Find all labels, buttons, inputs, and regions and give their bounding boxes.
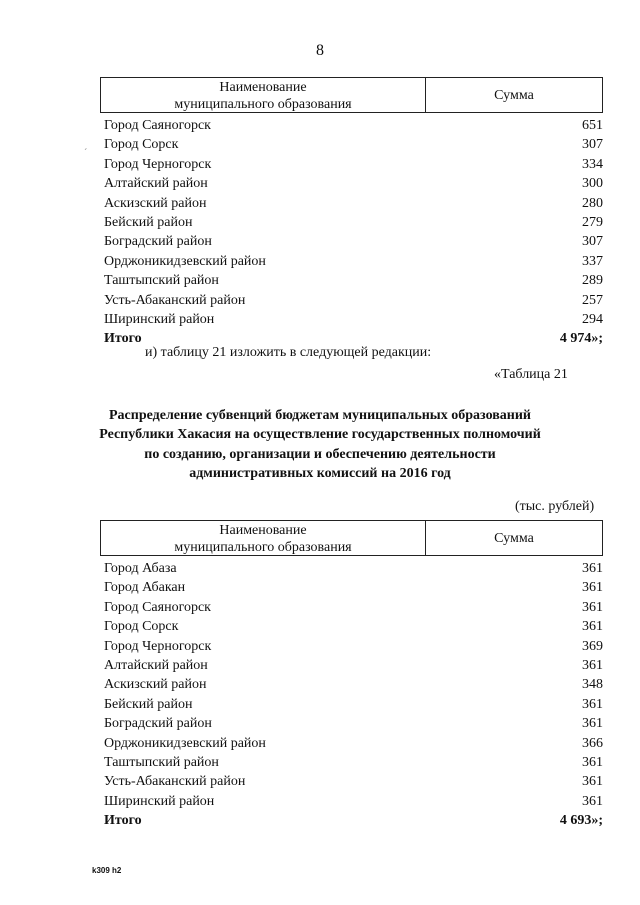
table-row <box>104 772 603 791</box>
row-name: Ширинский район <box>104 793 215 809</box>
row-name: Алтайский район <box>104 657 208 673</box>
row-name: Город Саяногорск <box>104 599 211 615</box>
table-row <box>104 734 603 753</box>
table-row <box>104 116 603 135</box>
row-value: 348 <box>582 677 603 693</box>
row-value: 361 <box>582 657 603 673</box>
row-value: 361 <box>582 793 603 809</box>
row-value: 279 <box>582 214 603 230</box>
row-name: Боградский район <box>104 234 212 250</box>
table1-header <box>100 77 603 113</box>
table-row <box>104 753 603 772</box>
total-value: 4 974»; <box>559 331 603 347</box>
scan-mark: ´ <box>84 148 88 159</box>
row-name: Аскизский район <box>104 195 207 211</box>
table1-header-sum: Сумма <box>494 88 534 103</box>
table-row <box>104 310 603 329</box>
table-row <box>104 174 603 193</box>
table2-header <box>100 520 603 556</box>
table-row <box>104 291 603 310</box>
table2-header-name-line2: муниципального образования <box>174 540 352 555</box>
row-value: 361 <box>582 716 603 732</box>
row-value: 334 <box>582 156 603 172</box>
table-row <box>104 194 603 213</box>
row-value: 280 <box>582 195 603 211</box>
row-name: Таштыпский район <box>104 754 219 770</box>
row-value: 361 <box>582 696 603 712</box>
row-name: Усть-Абаканский район <box>104 774 246 790</box>
row-value: 361 <box>582 754 603 770</box>
row-name: Ширинский район <box>104 311 215 327</box>
row-name: Город Саяногорск <box>104 118 211 133</box>
table-row <box>104 675 603 694</box>
table-row <box>104 714 603 733</box>
heading-line-3: по созданию, организации и обеспечению деятельности <box>144 446 496 462</box>
row-value: 651 <box>582 118 603 133</box>
row-name: Боградский район <box>104 716 212 732</box>
row-name: Бейский район <box>104 696 193 712</box>
row-value: 361 <box>582 561 603 576</box>
total-value: 4 693»; <box>559 813 603 829</box>
units-label: (тыс. рублей) <box>515 499 595 514</box>
heading-line-2: Республики Хакасия на осуществление государственных полномочий <box>99 427 541 443</box>
table2-header-name-line1: Наименование <box>219 523 307 538</box>
table-row <box>104 598 603 617</box>
table1-header-name-line1: Наименование <box>219 80 307 95</box>
total-row <box>104 811 603 830</box>
table-row <box>104 656 603 675</box>
row-name: Город Черногорск <box>104 638 212 654</box>
table-reference: «Таблица 21 <box>494 367 568 382</box>
paragraph-i: и) таблицу 21 изложить в следующей редакции: <box>145 345 432 360</box>
table-row <box>104 135 603 154</box>
row-value: 337 <box>582 253 603 269</box>
table1-header-name <box>101 78 426 112</box>
row-name: Таштыпский район <box>104 273 219 289</box>
row-name: Город Черногорск <box>104 156 212 172</box>
row-name: Орджоникидзевский район <box>104 735 266 751</box>
table2-heading <box>80 406 560 484</box>
row-name: Усть-Абаканский район <box>104 292 246 308</box>
table-row <box>104 213 603 232</box>
row-value: 361 <box>582 599 603 615</box>
row-value: 361 <box>582 580 603 596</box>
row-value: 307 <box>582 137 603 153</box>
row-value: 369 <box>582 638 603 654</box>
row-name: Город Абакан <box>104 580 186 596</box>
total-label: Итого <box>104 331 142 347</box>
table-row <box>104 792 603 811</box>
row-value: 289 <box>582 273 603 289</box>
table1-body <box>104 116 603 349</box>
table2-body <box>104 559 603 830</box>
table-row <box>104 637 603 656</box>
row-name: Орджоникидзевский район <box>104 253 266 269</box>
table1-header-name-line2: муниципального образования <box>174 97 352 112</box>
table-row <box>104 271 603 290</box>
row-value: 300 <box>582 176 603 192</box>
table-row <box>104 232 603 251</box>
table-row <box>104 617 603 636</box>
row-value: 366 <box>582 735 603 751</box>
page-number: 8 <box>316 42 324 59</box>
row-value: 307 <box>582 234 603 250</box>
row-value: 361 <box>582 619 603 635</box>
heading-line-4: административных комиссий на 2016 год <box>189 466 451 482</box>
table-row <box>104 578 603 597</box>
table2-header-sum: Сумма <box>494 531 534 546</box>
table-row <box>104 252 603 271</box>
row-name: Алтайский район <box>104 176 208 192</box>
total-label: Итого <box>104 813 142 829</box>
row-name: Город Абаза <box>104 561 177 576</box>
row-value: 257 <box>582 292 603 308</box>
footer-code: k309 h2 <box>92 866 122 875</box>
heading-line-1: Распределение субвенций бюджетам муниципальных образований <box>109 408 531 423</box>
table-row <box>104 695 603 714</box>
table-row <box>104 559 603 578</box>
table-row <box>104 155 603 174</box>
row-name: Бейский район <box>104 214 193 230</box>
table2-header-name <box>101 521 426 555</box>
row-name: Город Сорск <box>104 619 179 635</box>
row-name: Город Сорск <box>104 137 179 153</box>
row-value: 361 <box>582 774 603 790</box>
row-value: 294 <box>582 311 603 327</box>
row-name: Аскизский район <box>104 677 207 693</box>
